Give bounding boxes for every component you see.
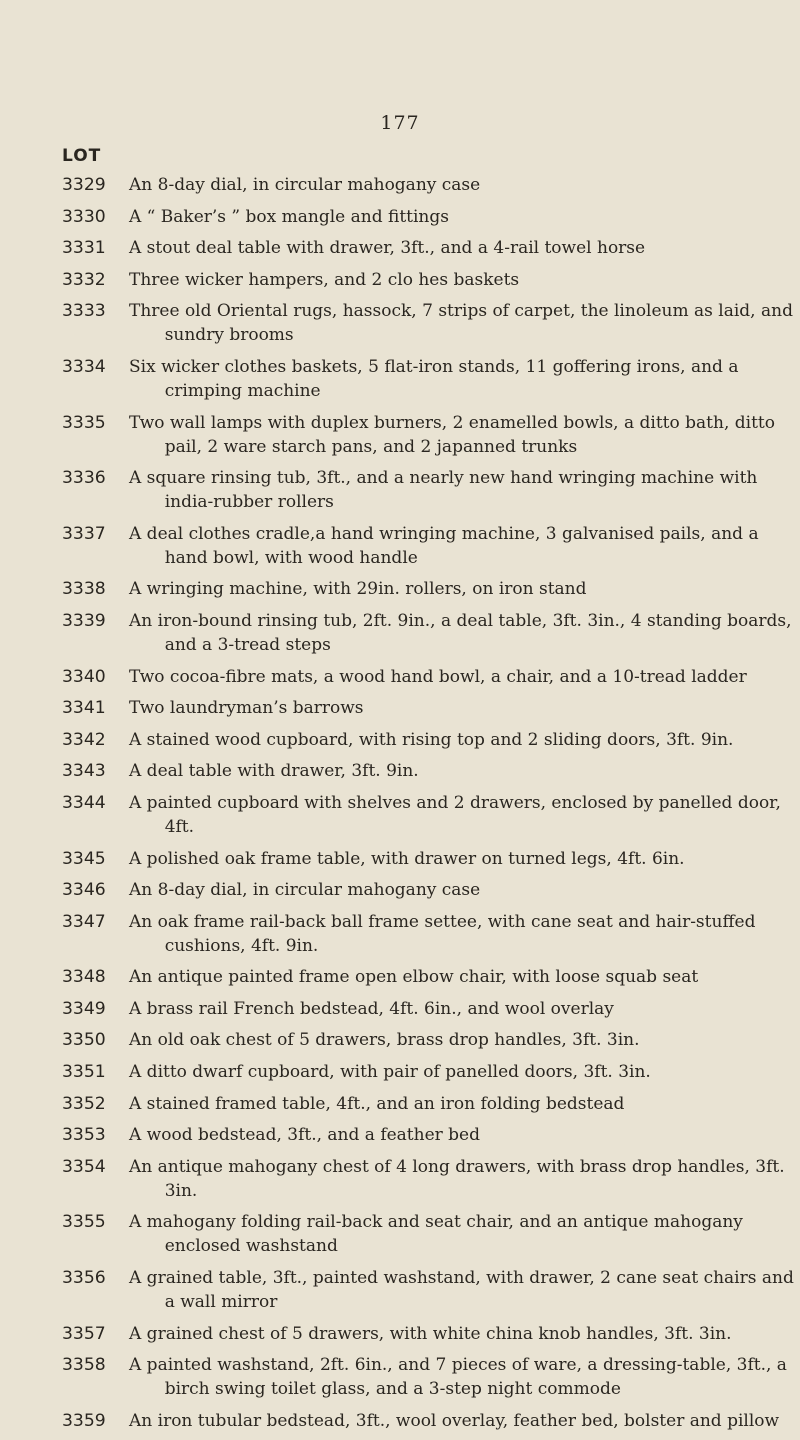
lot-number: 3346 (62, 880, 106, 901)
lot-entry (62, 965, 798, 989)
lot-description: A stained framed table, 4ft., and an iron folding bedstead (129, 1093, 625, 1114)
lot-description: A “ Baker’s ” box mangle and fittings (129, 206, 449, 227)
lot-number: 3348 (62, 967, 106, 988)
lot-entry (62, 878, 798, 902)
lot-entry (62, 696, 798, 720)
lot-description: An oak frame rail-back ball frame settee, with cane seat and hair-stuffed cushions, 4ft. 9in. (129, 911, 756, 956)
lot-entry (62, 728, 798, 752)
lot-entry (62, 299, 798, 347)
lot-description: An iron tubular bedstead, 3ft., wool overlay, feather bed, bolster and pillow (129, 1410, 780, 1431)
lot-description: A grained table, 3ft., painted washstand, with drawer, 2 cane seat chairs and a wall mirror (129, 1268, 794, 1313)
lot-number: 3358 (62, 1355, 106, 1376)
lot-number: 3335 (62, 412, 106, 433)
lot-description: Two laundryman’s barrows (129, 698, 364, 719)
lot-number: 3357 (62, 1323, 106, 1344)
lot-entry (62, 1155, 798, 1203)
lot-description: An iron-bound rinsing tub, 2ft. 9in., a deal table, 3ft. 3in., 4 standing boards, and a 3-tread steps (129, 610, 792, 655)
lot-number: 3343 (62, 761, 106, 782)
lot-entry (62, 411, 798, 459)
lot-description: A ditto dwarf cupboard, with pair of panelled doors, 3ft. 3in. (129, 1062, 651, 1083)
lot-number: 3329 (62, 175, 106, 195)
lot-number: 3337 (62, 523, 106, 544)
lot-entry (62, 205, 798, 229)
lot-entry (62, 1123, 798, 1147)
lot-entry (62, 997, 798, 1021)
lot-entry (62, 1266, 798, 1314)
lot-list (62, 173, 798, 1440)
lot-entry (62, 847, 798, 871)
lot-number: 3347 (62, 911, 106, 932)
lot-entry (62, 910, 798, 958)
lot-description: A polished oak frame table, with drawer on turned legs, 4ft. 6in. (129, 848, 685, 869)
lot-entry (62, 791, 798, 839)
lot-entry (62, 665, 798, 689)
lot-number: 3354 (62, 1156, 106, 1177)
lot-description: Two cocoa-fibre mats, a wood hand bowl, a chair, and a 10-tread ladder (129, 666, 747, 687)
lot-number: 3336 (62, 468, 106, 489)
lot-number: 3339 (62, 610, 106, 631)
lot-entry (62, 173, 798, 197)
lot-entry (62, 759, 798, 783)
lot-description: An 8-day dial, in circular mahogany case (129, 880, 481, 901)
lot-description: Three old Oriental rugs, hassock, 7 strips of carpet, the linoleum as laid, and sundry brooms (129, 301, 793, 346)
lot-number: 3359 (62, 1410, 106, 1431)
lot-description: A mahogany folding rail-back and seat chair, and an antique mahogany enclosed washstand (129, 1212, 743, 1257)
lot-entry (62, 1060, 798, 1084)
lot-description: A stained wood cupboard, with rising top and 2 sliding doors, 3ft. 9in. (129, 729, 734, 750)
lot-description: An antique mahogany chest of 4 long drawers, with brass drop handles, 3ft. 3in. (129, 1156, 785, 1201)
lot-number: 3331 (62, 238, 106, 259)
lot-description: Three wicker hampers, and 2 clo hes baskets (129, 269, 520, 290)
lot-number: 3330 (62, 206, 106, 227)
lot-number: 3342 (62, 729, 106, 750)
lot-number: 3349 (62, 998, 106, 1019)
lot-number: 3352 (62, 1093, 106, 1114)
lot-description: A deal table with drawer, 3ft. 9in. (129, 761, 419, 782)
lot-number: 3332 (62, 269, 106, 290)
lot-entry (62, 268, 798, 292)
lot-entry (62, 355, 798, 403)
lot-entry (62, 609, 798, 657)
lot-description: An 8-day dial, in circular mahogany case (129, 175, 481, 195)
lot-entry (62, 1409, 798, 1433)
lot-description: A square rinsing tub, 3ft., and a nearly new hand wringing machine with india-rubber rollers (129, 468, 758, 513)
lot-description: A painted washstand, 2ft. 6in., and 7 pieces of ware, a dressing-table, 3ft., a birch swing toilet glass, and a 3-step night commode (129, 1355, 787, 1400)
lot-description: Two wall lamps with duplex burners, 2 enamelled bowls, a ditto bath, ditto pail, 2 ware starch pans, and 2 japanned trunks (129, 412, 775, 457)
lot-entry (62, 466, 798, 514)
lot-entry (62, 1353, 798, 1401)
lot-number: 3350 (62, 1030, 106, 1051)
lot-description: A wood bedstead, 3ft., and a feather bed (129, 1125, 480, 1146)
lot-description: An old oak chest of 5 drawers, brass drop handles, 3ft. 3in. (129, 1030, 640, 1051)
page-number: 177 (380, 112, 420, 134)
lot-number: 3353 (62, 1125, 106, 1146)
lot-description: An antique painted frame open elbow chair, with loose squab seat (129, 967, 699, 988)
lot-number: 3356 (62, 1268, 106, 1289)
lot-entry (62, 577, 798, 601)
lot-entry (62, 522, 798, 570)
lot-description: A painted cupboard with shelves and 2 drawers, enclosed by panelled door, 4ft. (129, 792, 781, 837)
lot-entry (62, 1028, 798, 1052)
lot-number: 3334 (62, 356, 106, 377)
lot-description: A grained chest of 5 drawers, with white china knob handles, 3ft. 3in. (129, 1323, 732, 1344)
lot-description: A stout deal table with drawer, 3ft., and a 4-rail towel horse (129, 238, 646, 259)
lot-number: 3355 (62, 1212, 106, 1233)
lot-number: 3345 (62, 848, 106, 869)
lot-entry (62, 1210, 798, 1258)
lot-entry (62, 1092, 798, 1116)
lot-number: 3333 (62, 301, 106, 322)
lot-number: 3351 (62, 1062, 106, 1083)
lot-description: A wringing machine, with 29in. rollers, on iron stand (129, 579, 587, 600)
lot-entry (62, 236, 798, 260)
lot-number: 3344 (62, 792, 106, 813)
lot-description: A brass rail French bedstead, 4ft. 6in., and wool overlay (129, 998, 614, 1019)
lot-description: A deal clothes cradle,a hand wringing machine, 3 galvanised pails, and a hand bowl, with wood handle (129, 523, 759, 568)
lot-number: 3341 (62, 698, 106, 719)
lot-number: 3340 (62, 666, 106, 687)
lot-column-heading: LOT (62, 146, 102, 166)
lot-entry (62, 1322, 798, 1346)
lot-description: Six wicker clothes baskets, 5 flat-iron stands, 11 goffering irons, and a crimping machine (129, 356, 739, 401)
lot-number: 3338 (62, 579, 106, 600)
